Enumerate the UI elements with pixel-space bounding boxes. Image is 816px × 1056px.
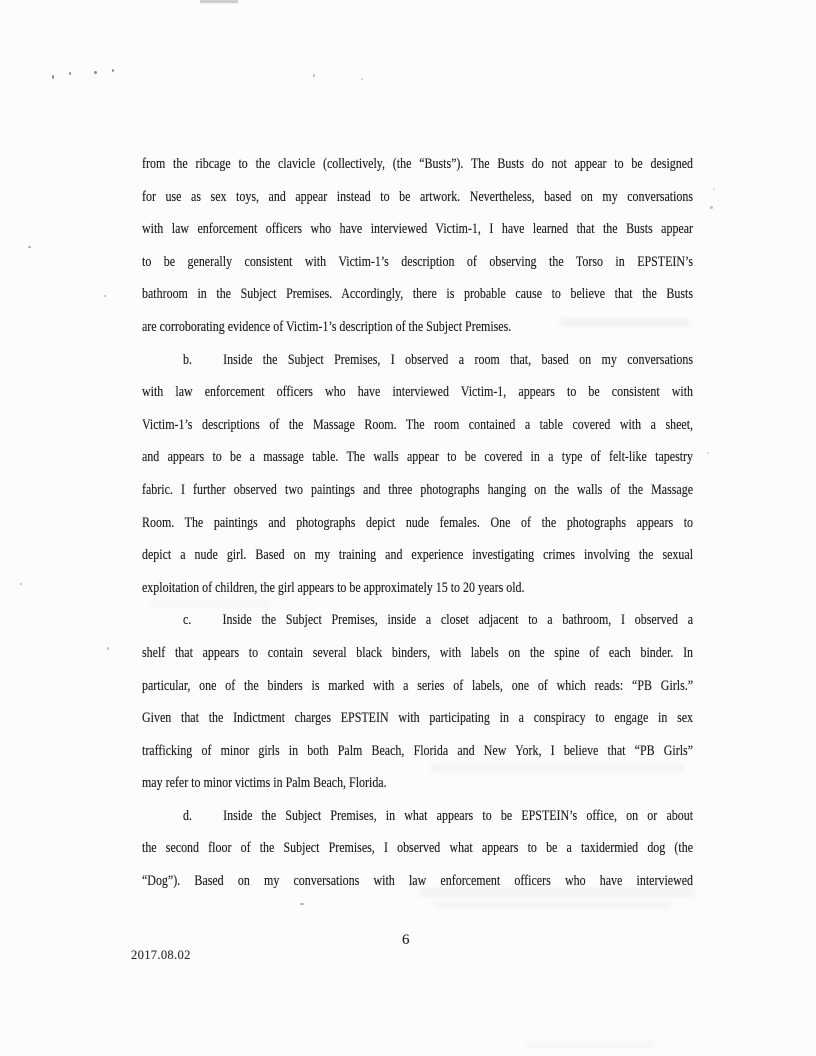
text-line: shelf that appears to contain several black binders, with labels on the spine of each binder. In <box>142 644 694 661</box>
scan-artifact <box>300 903 304 905</box>
text-line: “Dog”). Based on my conversations with law enforcement officers who have interviewed <box>142 873 694 890</box>
scan-artifact <box>361 78 363 80</box>
scan-artifact <box>200 0 238 3</box>
text-line: Inside the Subject Premises, inside a closet adjacent to a bathroom, I observed a <box>222 612 694 629</box>
paragraph-letter: d. <box>183 807 192 824</box>
text-line: Inside the Subject Premises, I observed a room that, based on my conversations <box>223 351 694 368</box>
scan-artifact <box>713 188 715 190</box>
scan-artifact <box>313 74 315 77</box>
tab-space <box>191 623 222 624</box>
bleed-through-ghost <box>560 318 690 327</box>
page-number: 6 <box>402 932 410 948</box>
footer-date-stamp: 2017.08.02 <box>131 948 191 962</box>
text-line: for use as sex toys, and appear instead to be artwork. Nevertheless, based on my conversations <box>142 188 694 205</box>
paragraph-d-first-line <box>142 800 693 833</box>
text-line: with law enforcement officers who have interviewed Victim-1, appears to be consistent with <box>142 384 694 401</box>
text-line: Victim-1’s descriptions of the Massage Room. The room contained a table covered with a sheet, <box>142 416 694 433</box>
scan-artifact <box>28 246 31 248</box>
text-line: depict a nude girl. Based on my training and experience investigating crimes involving the sexual <box>142 547 694 564</box>
text-line: bathroom in the Subject Premises. Accordingly, there is probable cause to believe that the Busts <box>142 286 694 303</box>
tab-space <box>192 363 223 364</box>
paragraph-letter: b. <box>183 351 192 368</box>
text-line: and appears to be a massage table. The walls appear to be covered in a type of felt-like tapestry <box>142 449 694 466</box>
text-line: trafficking of minor girls in both Palm Beach, Florida and New York, I believe that “PB Girls” <box>142 742 694 759</box>
paragraph-b-first-line <box>142 344 693 377</box>
bleed-through-ghost <box>525 1042 655 1048</box>
text-line: the second floor of the Subject Premises, I observed what appears to be a taxidermied dog (the <box>142 840 694 857</box>
bleed-through-ghost <box>420 888 695 897</box>
scan-artifact <box>107 647 109 650</box>
text-line: fabric. I further observed two paintings and three photographs hanging on the walls of the Massage <box>142 481 694 498</box>
text-line: from the ribcage to the clavicle (collectively, (the “Busts”). The Busts do not appear to be designed <box>142 156 694 172</box>
text-line: Room. The paintings and photographs depict nude females. One of the photographs appears to <box>142 514 694 531</box>
tab-space <box>192 819 223 820</box>
paragraph-c-first-line <box>142 604 693 637</box>
scan-artifact <box>52 75 54 79</box>
text-line: particular, one of the binders is marked with a series of labels, one of which reads: “PB Girls.” <box>142 677 694 694</box>
text-line: may refer to minor victims in Palm Beach, Florida. <box>142 775 387 792</box>
text-line: with law enforcement officers who have interviewed Victim-1, I have learned that the Busts appear <box>142 221 694 238</box>
text-line: are corroborating evidence of Victim-1’s description of the Subject Premises. <box>142 318 512 335</box>
bleed-through-ghost <box>430 764 685 772</box>
scan-artifact <box>710 206 713 209</box>
scan-artifact <box>69 72 71 75</box>
scan-artifact <box>707 452 709 454</box>
paragraph-letter: c. <box>183 612 192 629</box>
scan-artifact <box>112 69 114 72</box>
scan-artifact <box>94 71 97 74</box>
bleed-through-ghost <box>435 901 670 909</box>
body-text <box>142 148 693 898</box>
scan-artifact <box>20 583 22 585</box>
text-line: exploitation of children, the girl appears to be approximately 15 to 20 years old. <box>142 579 525 596</box>
bleed-through-ghost <box>150 600 270 608</box>
text-line: to be generally consistent with Victim-1’s description of observing the Torso in EPSTEIN’s <box>142 253 694 270</box>
text-line: Inside the Subject Premises, in what appears to be EPSTEIN’s office, on or about <box>223 807 694 824</box>
text-line: Given that the Indictment charges EPSTEIN with participating in a conspiracy to engage in sex <box>142 710 694 727</box>
scan-artifact <box>104 295 106 297</box>
